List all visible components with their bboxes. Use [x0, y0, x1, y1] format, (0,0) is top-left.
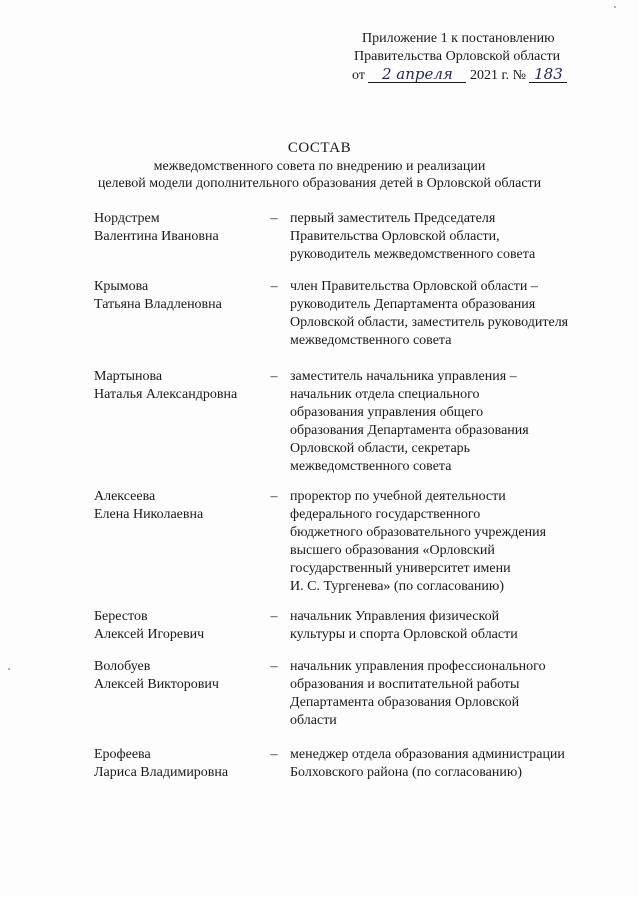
member-name-line: Ерофеева [94, 747, 151, 762]
member-name-line: Алексеева [94, 489, 156, 504]
member-role-line: образования и воспитательной работы [290, 677, 520, 692]
member-role-line: первый заместитель Председателя [290, 211, 496, 226]
document-title [0, 140, 639, 192]
member-name [94, 746, 264, 782]
scan-speck [8, 668, 10, 670]
member-role-line: культуры и спорта Орловской области [290, 627, 518, 642]
member-role-line: руководитель межведомственного совета [290, 247, 536, 262]
member-name-line: Алексей Викторович [94, 677, 219, 692]
member-role [290, 488, 605, 596]
member-role-line: области [290, 713, 337, 728]
scan-speck [614, 6, 616, 8]
member-role-line: начальник Управления физической [290, 609, 500, 624]
member-role-line: И. С. Тургенева» (по согласованию) [290, 579, 504, 594]
member-role-line: Болховского района (по согласованию) [290, 765, 523, 780]
appendix-line-1: Приложение 1 к постановлению [362, 31, 555, 46]
appendix-header [352, 30, 622, 85]
member-role-line: федерального государственного [290, 507, 481, 522]
member-name-line: Крымова [94, 279, 149, 294]
handwritten-date: 2 апреля [368, 66, 466, 83]
member-role [290, 278, 605, 350]
member-name-line: Лариса Владимировна [94, 765, 229, 780]
appendix-line-3 [352, 66, 622, 85]
member-name-line: Мартынова [94, 369, 163, 384]
member-name-line: Валентина Ивановна [94, 229, 219, 244]
member-name-line: Наталья Александровна [94, 387, 238, 402]
member-role [290, 368, 605, 476]
member-role [290, 608, 605, 644]
handwritten-number: 183 [529, 66, 567, 83]
member-name-line: Алексей Игоревич [94, 627, 205, 642]
member-name [94, 278, 264, 314]
member-dash: – [270, 279, 278, 294]
member-role-line: менеджер отдела образования администрации [290, 747, 565, 762]
member-dash: – [270, 211, 278, 226]
member-name [94, 608, 264, 644]
member-name-line: Елена Николаевна [94, 507, 204, 522]
member-role [290, 746, 605, 782]
member-role-line: проректор по учебной деятельности [290, 489, 506, 504]
member-role-line: Департамента образования Орловской [290, 695, 520, 710]
member-role-line: руководитель Департамента образования [290, 297, 536, 312]
member-role-line: государственный университет имени [290, 561, 511, 576]
member-name [94, 210, 264, 246]
page-title: СОСТАВ [287, 140, 352, 156]
member-dash: – [270, 369, 278, 384]
member-role-line: член Правительства Орловской области – [290, 279, 538, 294]
member-role-line: начальник отдела специального [290, 387, 480, 402]
title-subline-2: целевой модели дополнительного образования детей в Орловской области [97, 176, 542, 191]
member-role-line: межведомственного совета [290, 459, 452, 474]
member-role-line: образования управления общего [290, 405, 484, 420]
member-role-line: начальник управления профессионального [290, 659, 546, 674]
appendix-from-label: от [352, 68, 365, 83]
member-dash: – [270, 747, 278, 762]
member-role-line: бюджетного образовательного учреждения [290, 525, 547, 540]
member-role-line: заместитель начальника управления – [290, 369, 517, 384]
title-subline-1: межведомственного совета по внедрению и реализации [153, 159, 486, 174]
member-role-line: Орловской области, секретарь [290, 441, 471, 456]
member-role [290, 210, 605, 264]
member-role-line: образования Департамента образования [290, 423, 529, 438]
member-dash: – [270, 659, 278, 674]
member-name-line: Татьяна Владленовна [94, 297, 222, 312]
member-dash: – [270, 489, 278, 504]
member-name [94, 658, 264, 694]
appendix-line-2: Правительства Орловской области [354, 49, 561, 64]
member-name [94, 488, 264, 524]
member-role-line: Орловской области, заместитель руководителя [290, 315, 569, 330]
member-name-line: Волобуев [94, 659, 151, 674]
member-role-line: межведомственного совета [290, 333, 452, 348]
member-role-line: Правительства Орловской области, [290, 229, 500, 244]
member-name-line: Нордстрем [94, 211, 160, 226]
appendix-year-label: 2021 г. № [469, 68, 526, 83]
member-name-line: Берестов [94, 609, 148, 624]
member-role-line: высшего образования «Орловский [290, 543, 495, 558]
member-dash: – [270, 609, 278, 624]
member-name [94, 368, 264, 404]
member-role [290, 658, 605, 730]
